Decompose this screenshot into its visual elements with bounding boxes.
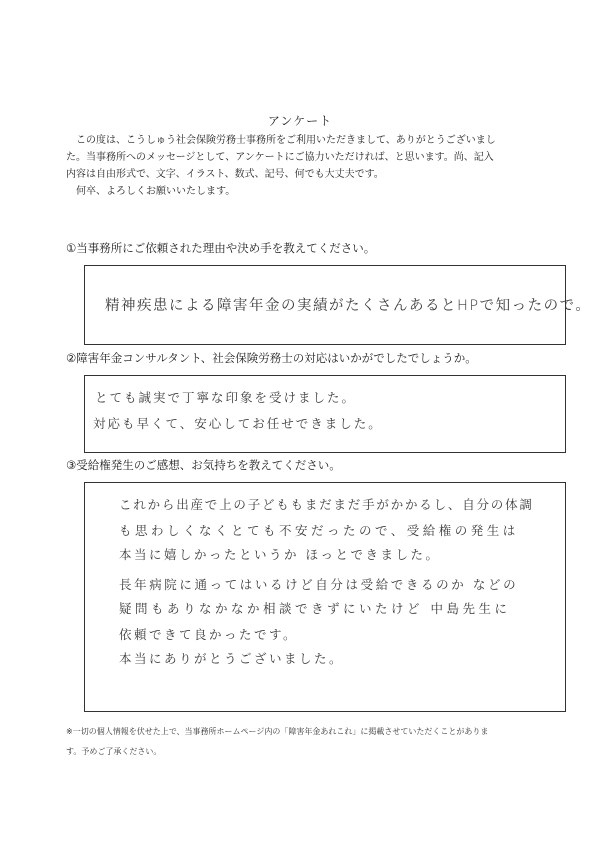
answer-2-line: 対応も早くて、安心してお任せできました。: [93, 416, 383, 431]
question-3-label: ③受給権発生のご感想、お気持ちを教えてください。: [66, 458, 341, 472]
answer-3-line: 長年病院に通ってはいるけど自分は受給できるのか などの: [119, 577, 519, 592]
answer-3-line: 依頼できて良かったです。: [119, 627, 299, 642]
answer-3-line: 本当に嬉しかったというか ほっとできました。: [119, 547, 441, 562]
question-2-label: ②障害年金コンサルタント、社会保険労務士の対応はいかがでしたでしょうか。: [66, 351, 477, 365]
survey-title: アンケート: [267, 114, 333, 128]
answer-3-line: 疑問もありなかなか相談できずにいたけど 中島先生に: [119, 601, 511, 616]
footnote-line: す。予めご了承ください。: [66, 747, 162, 756]
answer-box-1: [84, 265, 592, 345]
footnote: [66, 722, 546, 762]
footnote-line: ※一切の個人情報を伏せた上で、当事務所ホームページ内の「障害年金あれこれ」に掲載させていただくことがありま: [66, 727, 489, 736]
intro-line: 何卒、よろしくお願いいたします。: [76, 186, 236, 197]
answer-1-line: 精神疾患による障害年金の実績がたくさんあるとHPで知ったので。: [105, 298, 592, 314]
intro-line: 内容は自由形式で、文字、イラスト、数式、記号、何でも大丈夫です。: [66, 169, 384, 180]
answer-box-2: [84, 375, 566, 453]
intro-line: この度は、こうしゅう社会保険労務士事務所をご利用いただきまして、ありがとうございまし: [76, 135, 496, 146]
answer-3-line: も思わしくなくとても不安だったので、受給権の発生は: [119, 523, 519, 538]
answer-3-line: 本当にありがとうございました。: [119, 651, 345, 666]
intro-text: [66, 132, 536, 200]
answer-3-line: これから出産で上の子どももまだまだ手がかかるし、自分の体調: [119, 497, 534, 512]
question-1-label: ①当事務所にご依頼された理由や決め手を教えてください。: [66, 241, 376, 255]
answer-2-line: とても誠実で丁寧な印象を受けました。: [95, 390, 357, 405]
answer-box-3: [84, 482, 566, 712]
intro-line: た。当事務所へのメッセージとして、アンケートにご協力いただければ、と思います。尚、記入: [66, 152, 494, 163]
